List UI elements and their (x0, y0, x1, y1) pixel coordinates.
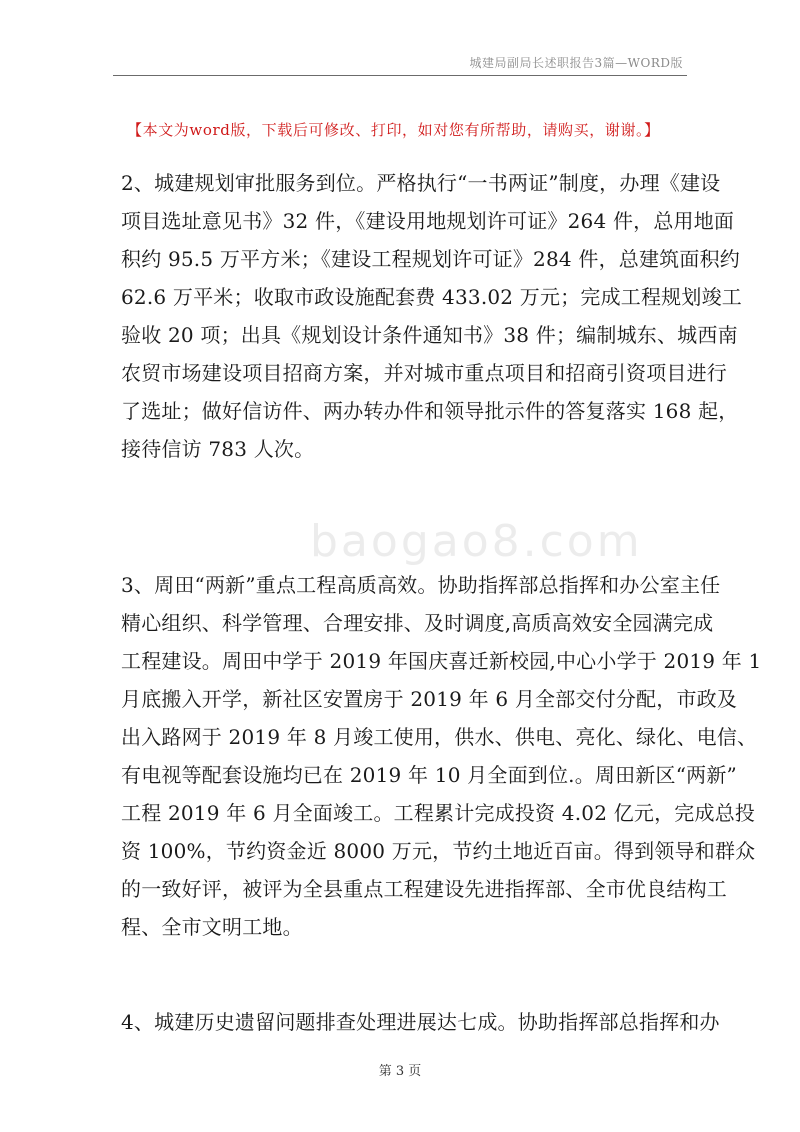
text-line: 2、城建规划审批服务到位。严格执行“一书两证”制度，办理《建设 (121, 171, 721, 195)
text-line: 资 100%，节约资金近 8000 万元，节约土地近百亩。得到领导和群众 (121, 839, 756, 863)
text-line: 验收 20 项；出具《规划设计条件通知书》38 件；编制城东、城西南 (121, 323, 738, 347)
text-line: 程、全市文明工地。 (121, 915, 303, 939)
text-line: 农贸市场建设项目招商方案，并对城市重点项目和招商引资项目进行 (121, 361, 727, 385)
text-line: 有电视等配套设施均已在 2019 年 10 月全面到位.。周田新区“两新” (121, 763, 737, 787)
running-header-title: 城建局副局长述职报告3篇—WORD版 (469, 56, 683, 70)
text-line: 4、城建历史遗留问题排查处理进展达七成。协助指挥部总指挥和办 (121, 1010, 720, 1034)
paragraph-3 (121, 566, 761, 946)
purchase-notice: 【本文为word版，下载后可修改、打印，如对您有所帮助，请购买，谢谢。】 (127, 121, 660, 139)
text-line: 3、周田“两新”重点工程高质高效。协助指挥部总指挥和办公室主任 (121, 573, 721, 597)
text-line: 的一致好评，被评为全县重点工程建设先进指挥部、全市优良结构工 (121, 877, 727, 901)
text-line: 工程 2019 年 6 月全面竣工。工程累计完成投资 4.02 亿元，完成总投 (121, 801, 756, 825)
text-line: 出入路网于 2019 年 8 月竣工使用，供水、供电、亮化、绿化、电信、 (121, 725, 758, 749)
text-line: 接待信访 783 人次。 (121, 437, 315, 461)
text-line: 项目选址意见书》32 件，《建设用地规划许可证》264 件，总用地面 (121, 209, 735, 233)
header-divider (113, 75, 687, 76)
text-line: 了选址；做好信访件、两办转办件和领导批示件的答复落实 168 起， (121, 399, 739, 423)
text-line: 积约 95.5 万平方米；《建设工程规划许可证》284 件，总建筑面积约 (121, 247, 740, 271)
page-number: 第 3 页 (378, 1064, 422, 1079)
watermark: baogao8.com (310, 516, 643, 567)
text-line: 62.6 万平米；收取市政设施配套费 433.02 万元；完成工程规划竣工 (121, 285, 742, 309)
text-line: 工程建设。周田中学于 2019 年国庆喜迁新校园,中心小学于 2019 年 1 (121, 649, 762, 673)
paragraph-4 (121, 1003, 720, 1041)
text-line: 月底搬入开学，新社区安置房于 2019 年 6 月全部交付分配，市政及 (121, 687, 738, 711)
text-line: 精心组织、科学管理、合理安排、及时调度,高质高效安全园满完成 (121, 611, 714, 635)
paragraph-2 (121, 164, 742, 468)
